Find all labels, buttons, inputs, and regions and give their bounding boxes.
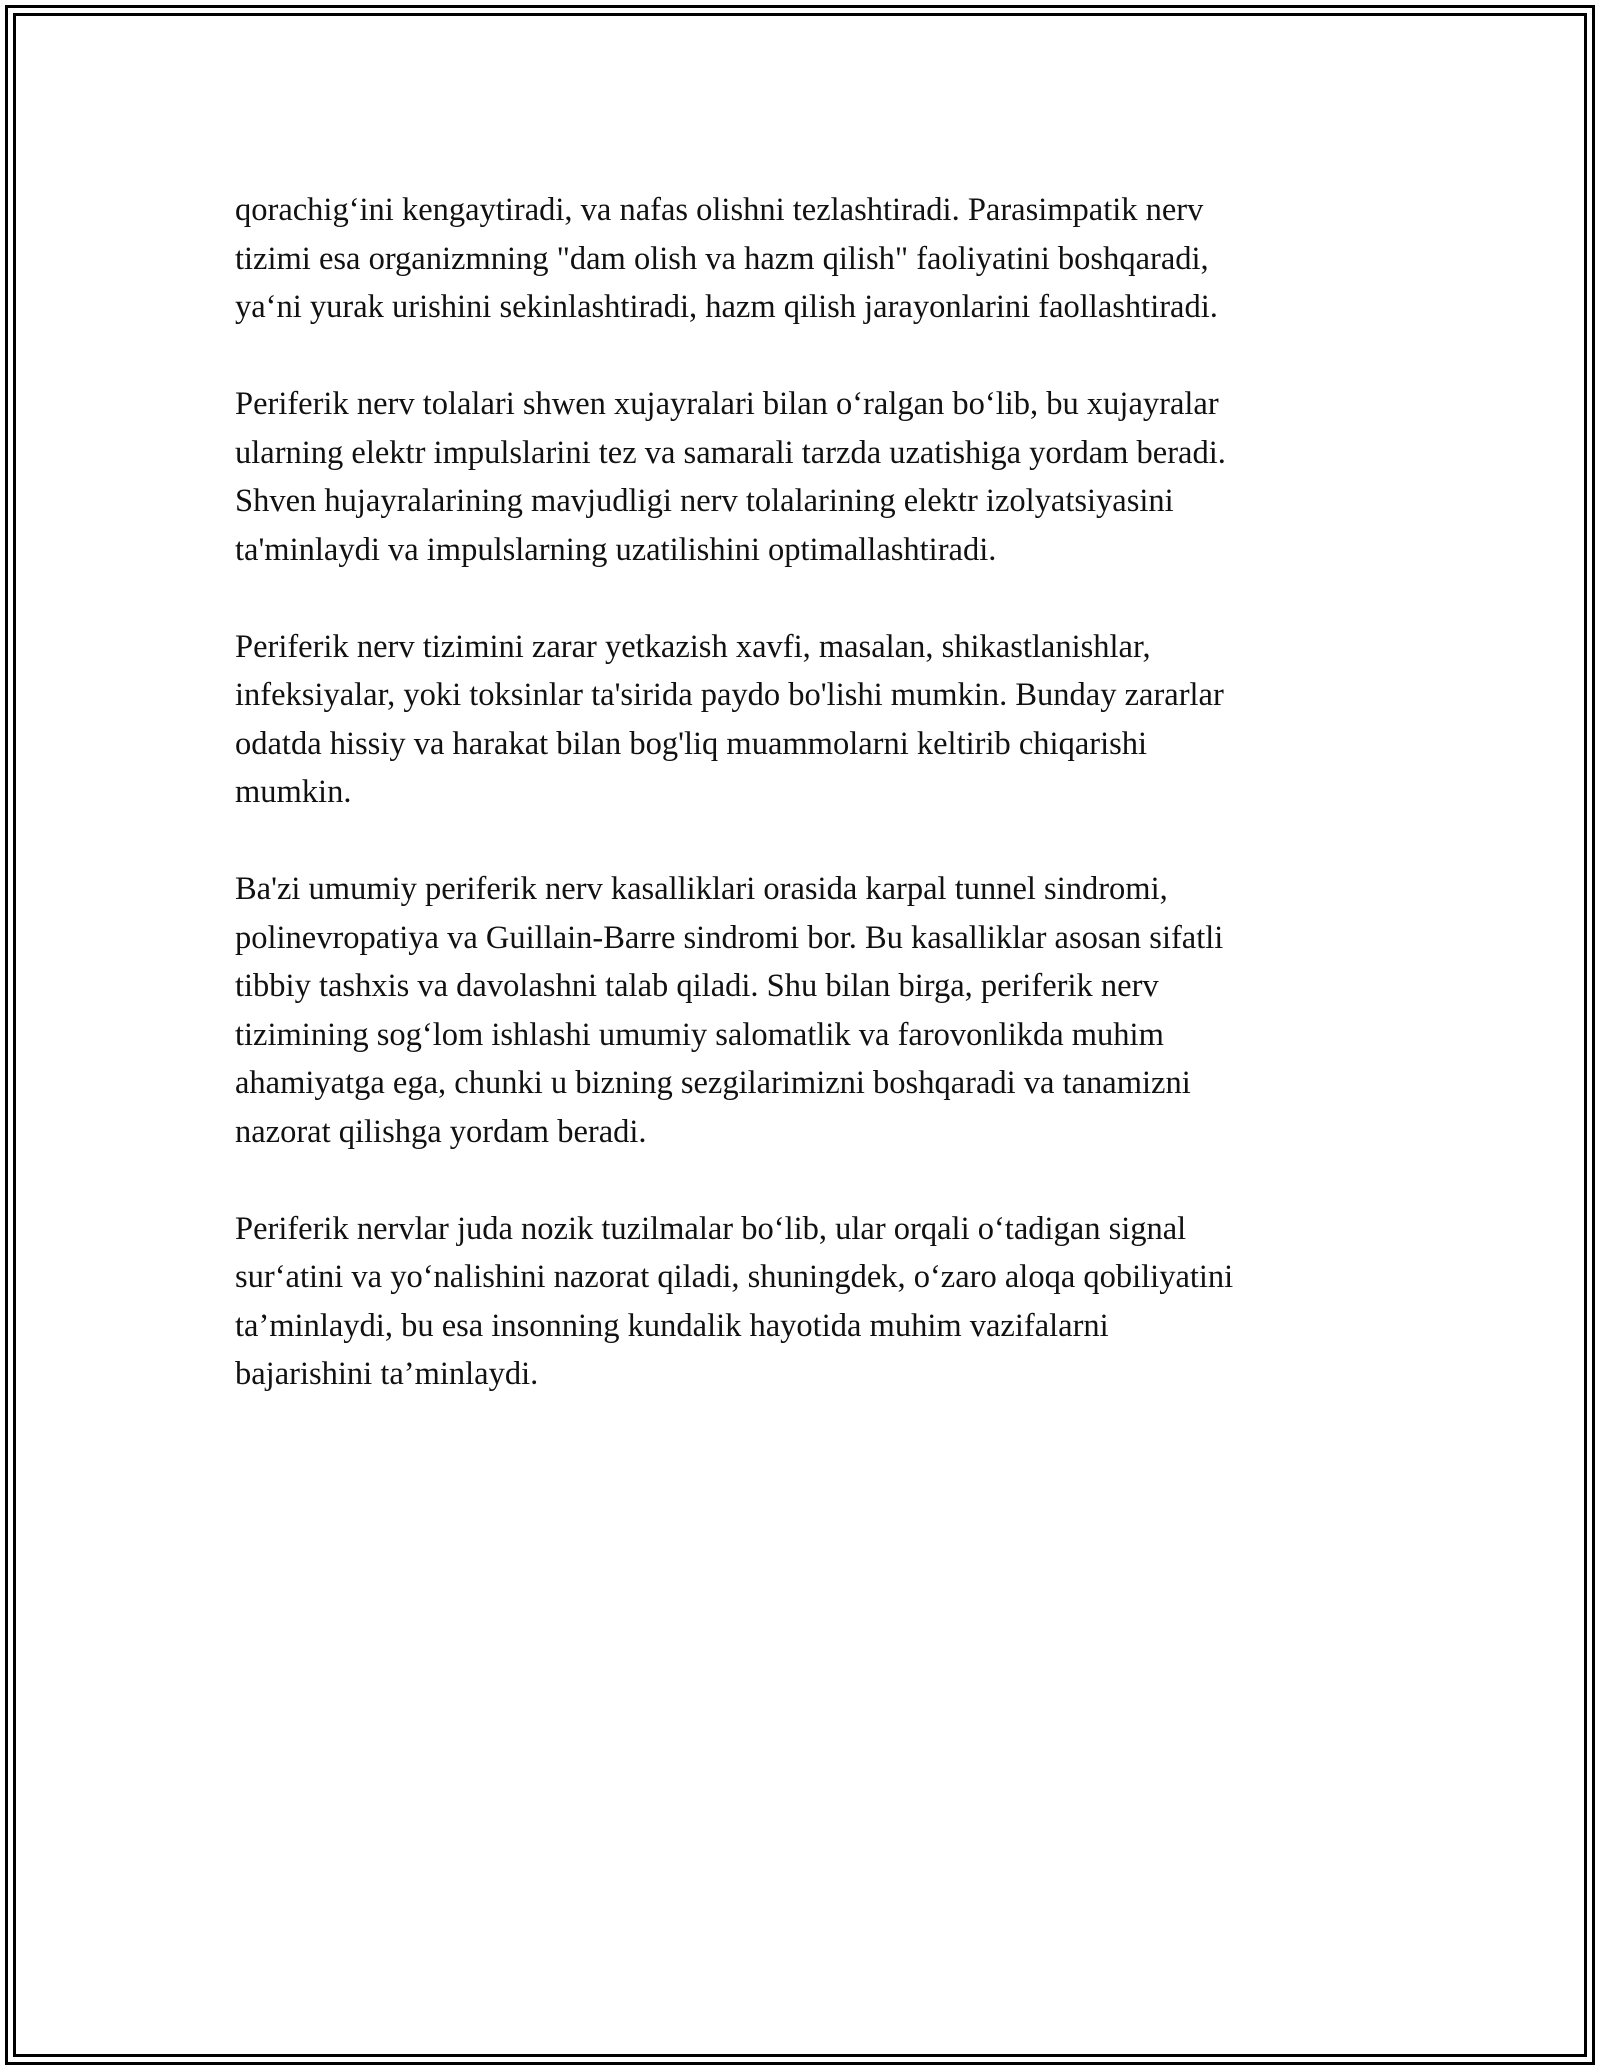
- paragraph-1: qorachig‘ini kengaytiradi, va nafas olishni tezlashtiradi. Parasimpatik nerv tizimi esa organizmning "dam olish va hazm qilish" faoliyatini boshqaradi, ya‘ni yurak urishini sekinlashtiradi, hazm qilish jarayonlarini faollashtiradi.: [235, 192, 1218, 325]
- paragraph-5: Periferik nervlar juda nozik tuzilmalar bo‘lib, ular orqali o‘tadigan signal sur‘atini va yo‘nalishini nazorat qiladi, shuningdek, o‘zaro aloqa qobiliyatini ta’minlaydi, bu esa insonning kundalik hayotida muhim vazifalarni bajarishini ta’minlaydi.: [235, 1210, 1234, 1392]
- paragraph-3: Periferik nerv tizimini zarar yetkazish xavfi, masalan, shikastlanishlar, infeksiyalar, yoki toksinlar ta'sirida paydo bo'lishi mumkin. Bunday zararlar odatda hissiy va harakat bilan bog'liq muammolarni keltirib chiqarishi mumkin.: [235, 628, 1224, 810]
- paragraph-2: Periferik nerv tolalari shwen xujayralari bilan o‘ralgan bo‘lib, bu xujayralar ularning elektr impulslarini tez va samarali tarzda uzatishiga yordam beradi. Shven hujayralarining mavjudligi nerv tolalarining elektr izolyatsiyasini ta'minlaydi va impulslarning uzatilishini optimallashtiradi.: [235, 386, 1226, 568]
- document-body: [235, 186, 1365, 1447]
- paragraph-4: Ba'zi umumiy periferik nerv kasalliklari orasida karpal tunnel sindromi, polinevropatiya va Guillain-Barre sindromi bor. Bu kasalliklar asosan sifatli tibbiy tashxis va davolashni talab qiladi. Shu bilan birga, periferik nerv tizimining sog‘lom ishlashi umumiy salomatlik va farovonlikda muhim ahamiyatga ega, chunki u bizning sezgilarimizni boshqaradi va tanamizni nazorat qilishga yordam beradi.: [235, 871, 1224, 1150]
